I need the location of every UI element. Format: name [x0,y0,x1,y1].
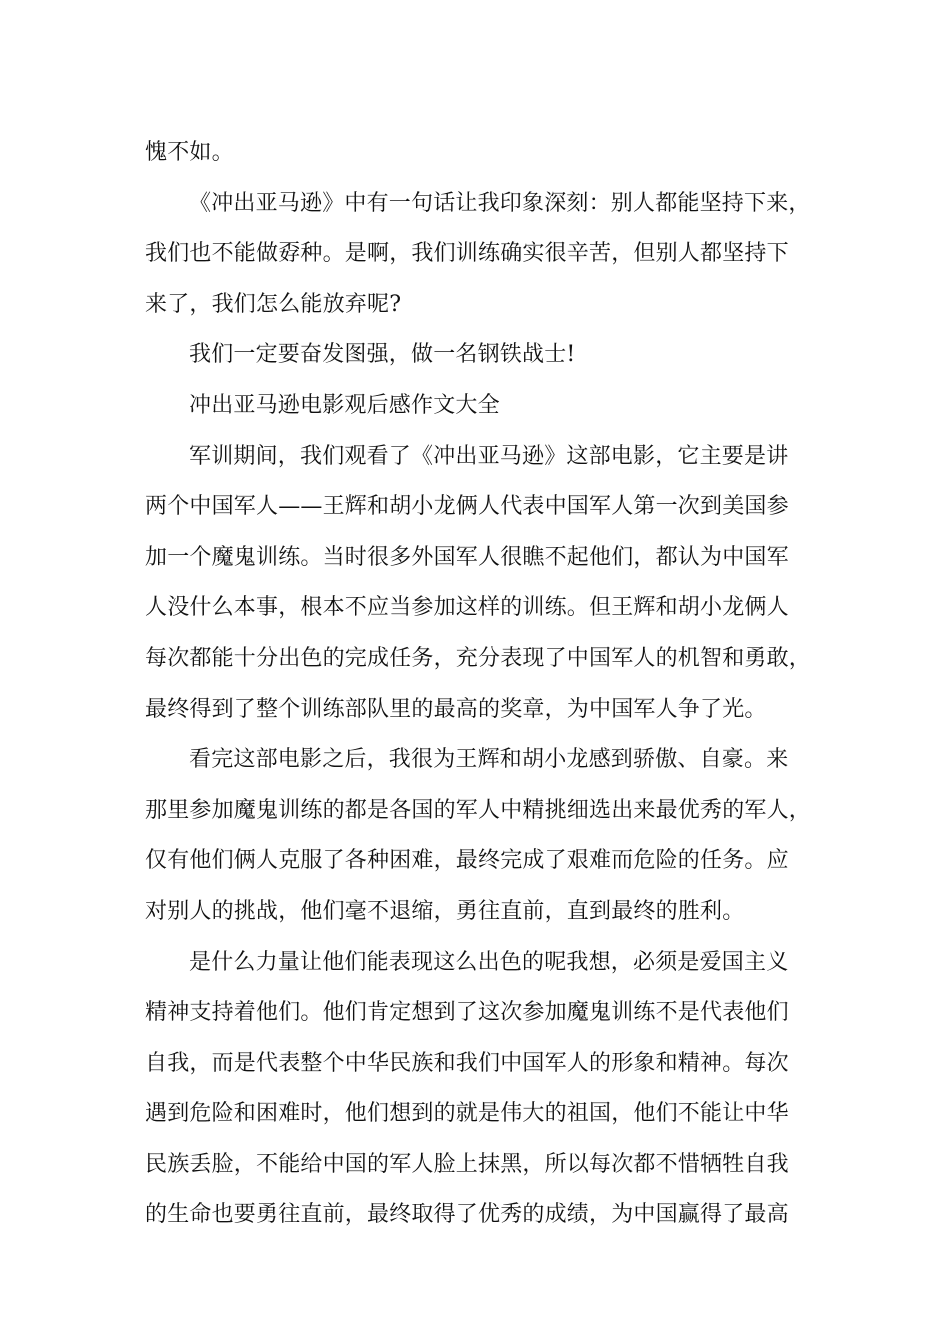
text-line-14: 那里参加魔鬼训练的都是各国的军人中精挑细选出来最优秀的军人， [145,797,812,823]
text-line-12: 最终得到了整个训练部队里的最高的奖章，为中国军人争了光。 [145,696,767,722]
text-line-21: 民族丢脸，不能给中国的军人脸上抹黑，所以每次都不惜牺牲自我 [145,1151,789,1177]
text-line-15: 仅有他们俩人克服了各种困难，最终完成了艰难而危险的任务。应 [145,848,789,874]
text-line-2: 《冲出亚马逊》中有一句话让我印象深刻：别人都能坚持下来， [189,190,811,216]
text-line-22: 的生命也要勇往直前，最终取得了优秀的成绩，为中国赢得了最高 [145,1202,789,1228]
text-line-10: 人没什么本事，根本不应当参加这样的训练。但王辉和胡小龙俩人 [145,595,789,621]
text-line-20: 遇到危险和困难时，他们想到的就是伟大的祖国，他们不能让中华 [145,1101,789,1127]
text-line-13: 看完这部电影之后，我很为王辉和胡小龙感到骄傲、自豪。来 [189,747,789,773]
text-line-7: 军训期间，我们观看了《冲出亚马逊》这部电影，它主要是讲 [189,443,789,469]
text-line-11: 每次都能十分出色的完成任务，充分表现了中国军人的机智和勇敢， [145,645,812,671]
text-line-1: 愧不如。 [145,140,234,165]
text-line-17: 是什么力量让他们能表现这么出色的呢我想，必须是爱国主义 [189,949,789,975]
text-line-4: 来了，我们怎么能放弃呢? [145,291,402,317]
text-line-18: 精神支持着他们。他们肯定想到了这次参加魔鬼训练不是代表他们 [145,1000,789,1026]
text-line-5: 我们一定要奋发图强，做一名钢铁战士! [189,342,576,368]
text-line-9: 加一个魔鬼训练。当时很多外国军人很瞧不起他们，都认为中国军 [145,544,789,570]
text-line-3: 我们也不能做孬种。是啊，我们训练确实很辛苦，但别人都坚持下 [145,241,789,267]
text-line-8: 两个中国军人——王辉和胡小龙俩人代表中国军人第一次到美国参 [145,494,789,520]
text-line-16: 对别人的挑战，他们毫不退缩，勇往直前，直到最终的胜利。 [145,898,745,924]
document-body [145,128,810,1241]
text-line-19: 自我，而是代表整个中华民族和我们中国军人的形象和精神。每次 [145,1050,789,1076]
section-heading: 冲出亚马逊电影观后感作文大全 [189,392,500,418]
